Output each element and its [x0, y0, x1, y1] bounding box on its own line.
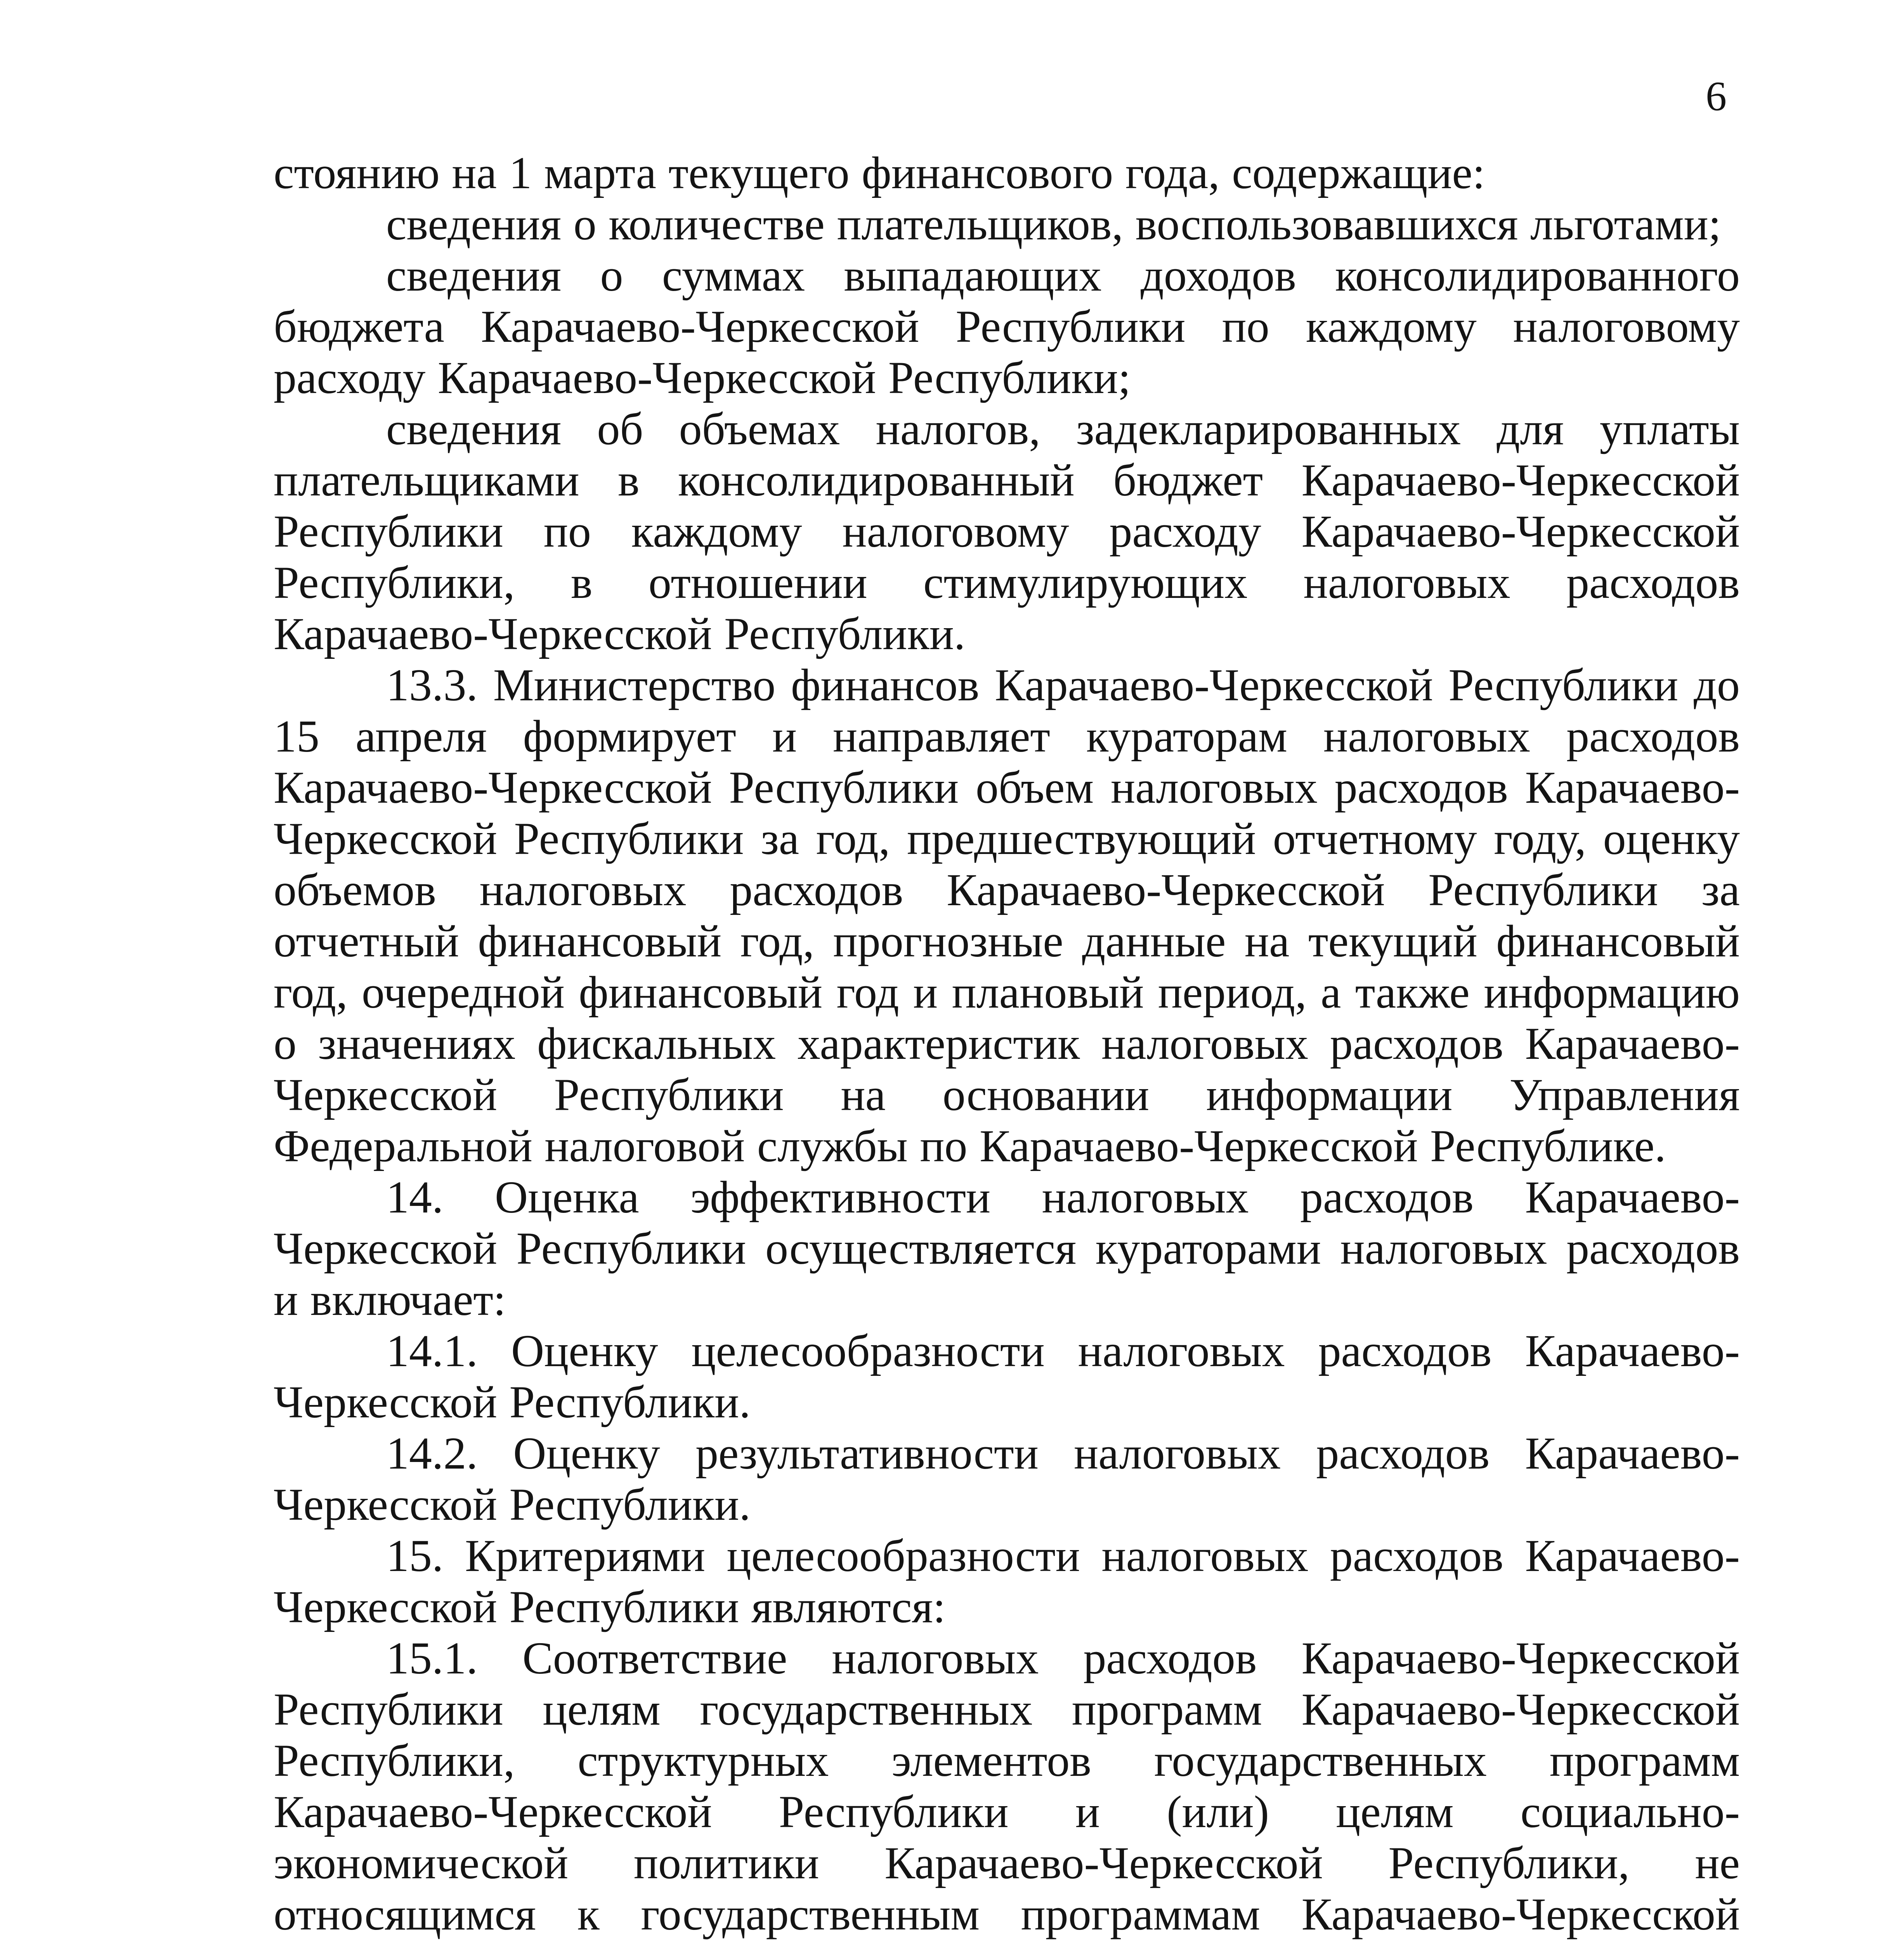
- paragraph-14-2: 14.2. Оценку результативности налоговых расходов Карачаево-Черкесской Республики.: [274, 1428, 1740, 1530]
- document-body: [274, 147, 1740, 1940]
- paragraph-payers-count: сведения о количестве плательщиков, воспользовавшихся льготами;: [386, 199, 1721, 249]
- paragraph-14-1: 14.1. Оценку целесообразности налоговых расходов Карачаево-Черкесской Республики.: [274, 1325, 1740, 1427]
- paragraph-continuation: стоянию на 1 марта текущего финансового года, содержащие:: [274, 147, 1485, 198]
- paragraph-declared-taxes: сведения об объемах налогов, задекларированных для уплаты плательщиками в консолидированный бюджет Карачаево-Черкесской Республики по каждому налоговому расходу Карачаево-Черкесской Республики, в отношении стимулирующих налоговых расходов Карачаево-Черкесской Республики.: [274, 404, 1740, 659]
- page-number: 6: [1706, 73, 1727, 120]
- paragraph-15-1: 15.1. Соответствие налоговых расходов Карачаево-Черкесской Республики целям государственных программ Карачаево-Черкесской Республики, структурных элементов государственных программ Карачаево-Черкесской Республики и (или) целям социально-экономической политики Карачаево-Черкесской Республики, не относящимся к государственным программам Карачаево-Черкесской: [274, 1633, 1740, 1940]
- paragraph-lost-revenue: сведения о суммах выпадающих доходов консолидированного бюджета Карачаево-Черкесской Республики по каждому налоговому расходу Карачаево-Черкесской Республики;: [274, 250, 1740, 403]
- paragraph-14: 14. Оценка эффективности налоговых расходов Карачаево-Черкесской Республики осуществляется кураторами налоговых расходов и включает:: [274, 1172, 1740, 1325]
- paragraph-15: 15. Критериями целесообразности налоговых расходов Карачаево-Черкесской Республики являются:: [274, 1530, 1740, 1632]
- paragraph-13-3: 13.3. Министерство финансов Карачаево-Черкесской Республики до 15 апреля формирует и направляет кураторам налоговых расходов Карачаево-Черкесской Республики объем налоговых расходов Карачаево-Черкесской Республики за год, предшествующий отчетному году, оценку объемов налоговых расходов Карачаево-Черкесской Республики за отчетный финансовый год, прогнозные данные на текущий финансовый год, очередной финансовый год и плановый период, а также информацию о значениях фискальных характеристик налоговых расходов Карачаево-Черкесской Республики на основании информации Управления Федеральной налоговой службы по Карачаево-Черкесской Республике.: [274, 660, 1740, 1171]
